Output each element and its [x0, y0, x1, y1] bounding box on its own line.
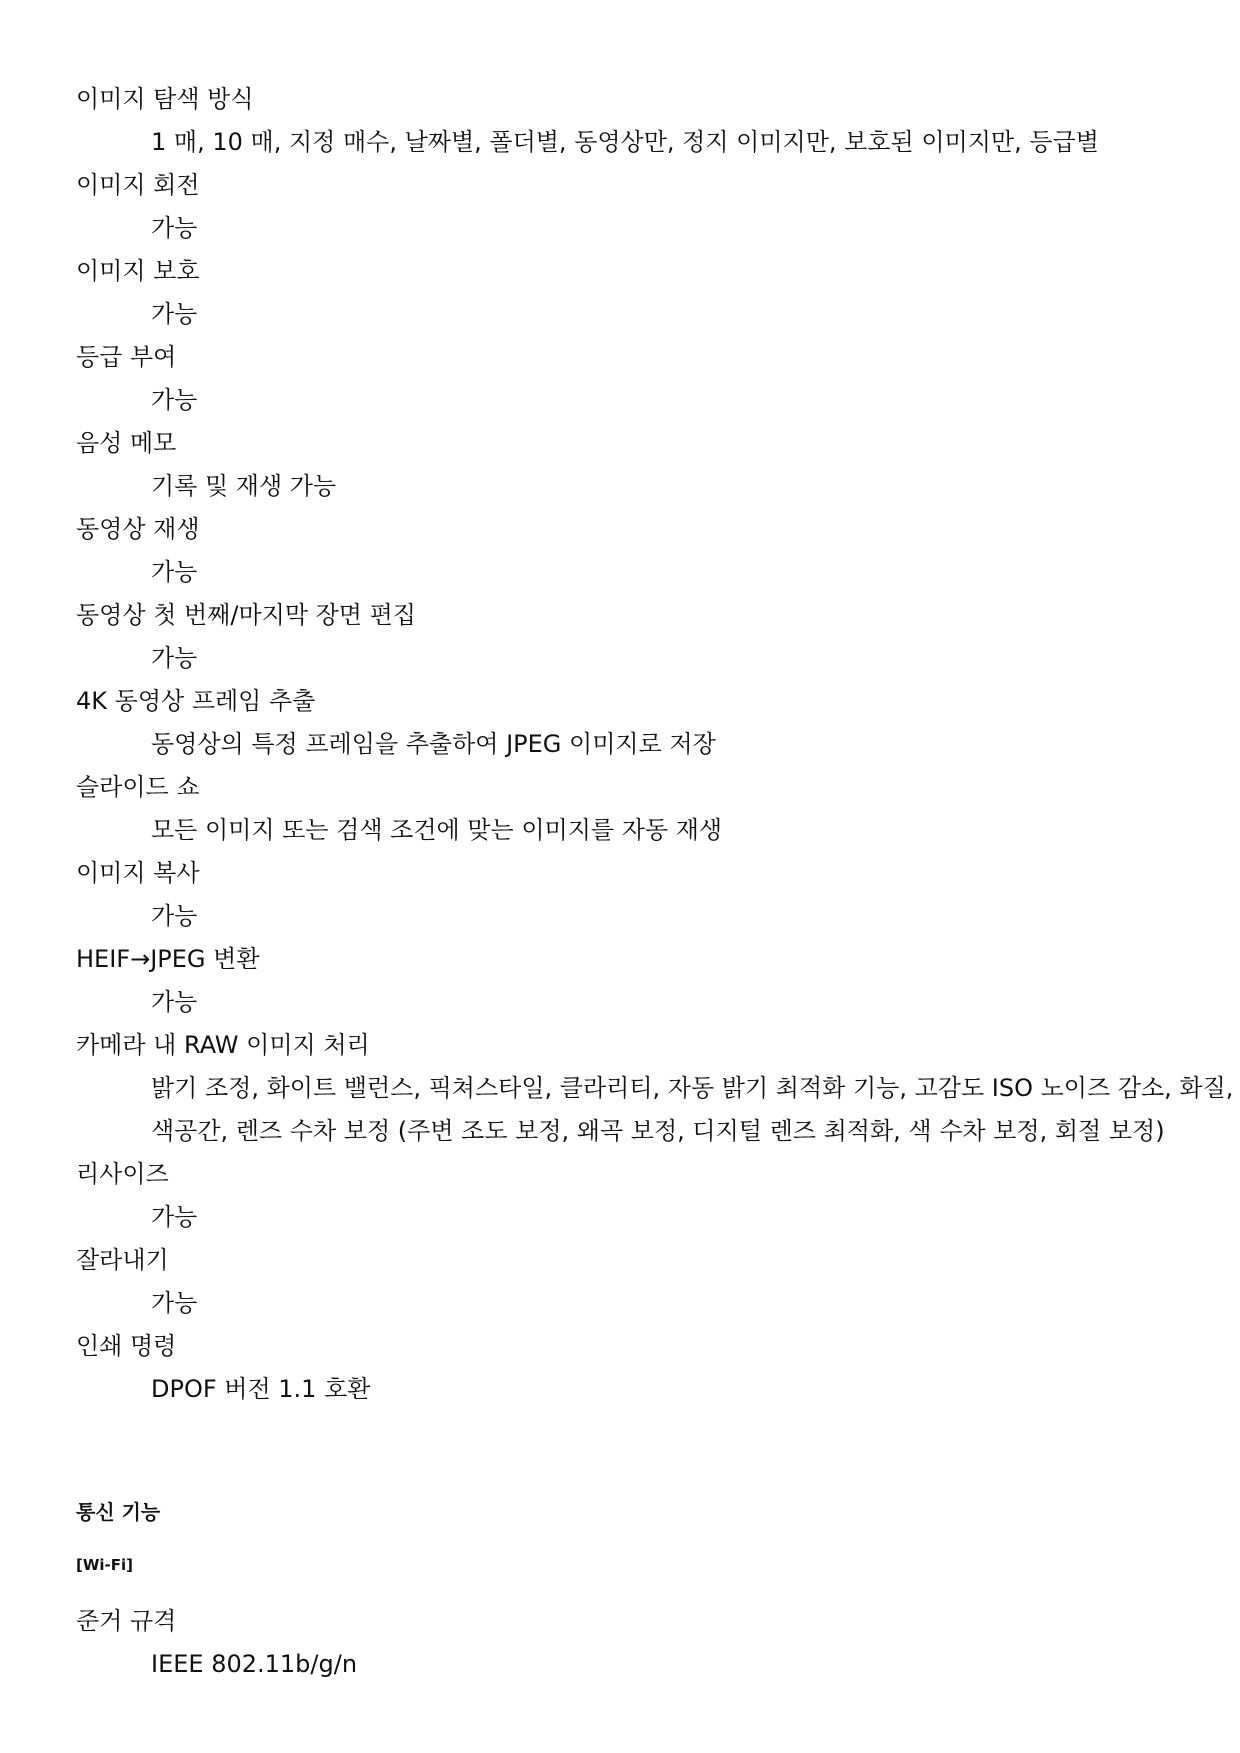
spec-term-resize: 리사이즈 — [76, 1160, 169, 1188]
spec-term-copy: 이미지 복사 — [76, 859, 200, 887]
spec-term-rating: 등급 부여 — [76, 343, 177, 371]
spec-term-protect: 이미지 보호 — [76, 257, 200, 285]
spec-list — [76, 78, 1234, 1411]
spec-desc-copy: 가능 — [151, 902, 198, 930]
spec-desc-print-order: DPOF 버전 1.1 호환 — [151, 1375, 371, 1403]
spec-desc-raw-processing: 밝기 조정, 화이트 밸런스, 픽쳐스타일, 클라리티, 자동 밝기 최적화 기능, 고감도 ISO 노이즈 감소, 화질, 색공간, 렌즈 수차 보정 (주변 조도 보정, 왜곡 보정, 디지털 렌즈 최적화, 색 수차 보정, 회절 보정) — [151, 1074, 1234, 1145]
spec-desc-browse-method: 1 매, 10 매, 지정 매수, 날짜별, 폴더별, 동영상만, 정지 이미지만, 보호된 이미지만, 등급별 — [151, 128, 1099, 156]
spec-desc-crop: 가능 — [151, 1289, 198, 1317]
spec-term-slide-show: 슬라이드 쇼 — [76, 773, 200, 801]
spec-term-browse-method: 이미지 탐색 방식 — [76, 85, 254, 113]
spec-desc-voice-memo: 기록 및 재생 가능 — [151, 472, 337, 500]
section-heading-communication: 통신 기능 — [76, 1500, 161, 1524]
spec-desc-heif-convert: 가능 — [151, 988, 198, 1016]
wifi-spec-term-standard: 준거 규격 — [76, 1607, 177, 1635]
spec-term-voice-memo: 음성 메모 — [76, 429, 177, 457]
wifi-spec-desc-standard: IEEE 802.11b/g/n — [151, 1650, 358, 1678]
spec-desc-movie-edit: 가능 — [151, 644, 198, 672]
spec-desc-movie-playback: 가능 — [151, 558, 198, 586]
spec-term-print-order: 인쇄 명령 — [76, 1332, 177, 1360]
spec-term-heif-convert: HEIF→JPEG 변환 — [76, 945, 260, 973]
spec-desc-resize: 가능 — [151, 1203, 198, 1231]
subsection-heading-wifi: [Wi-Fi] — [76, 1556, 134, 1574]
spec-term-frame-grab: 4K 동영상 프레임 추출 — [76, 687, 316, 715]
spec-desc-rating: 가능 — [151, 386, 198, 414]
spec-term-rotate: 이미지 회전 — [76, 171, 200, 199]
spec-term-movie-edit: 동영상 첫 번째/마지막 장면 편집 — [76, 601, 416, 629]
spec-term-crop: 잘라내기 — [76, 1246, 169, 1274]
spec-term-movie-playback: 동영상 재생 — [76, 515, 200, 543]
spec-desc-protect: 가능 — [151, 300, 198, 328]
spec-desc-slide-show: 모든 이미지 또는 검색 조건에 맞는 이미지를 자동 재생 — [151, 816, 723, 844]
spec-desc-frame-grab: 동영상의 특정 프레임을 추출하여 JPEG 이미지로 저장 — [151, 730, 716, 758]
spec-term-raw-processing: 카메라 내 RAW 이미지 처리 — [76, 1031, 370, 1059]
spec-desc-rotate: 가능 — [151, 214, 198, 242]
wifi-spec-list — [76, 1600, 1176, 1686]
